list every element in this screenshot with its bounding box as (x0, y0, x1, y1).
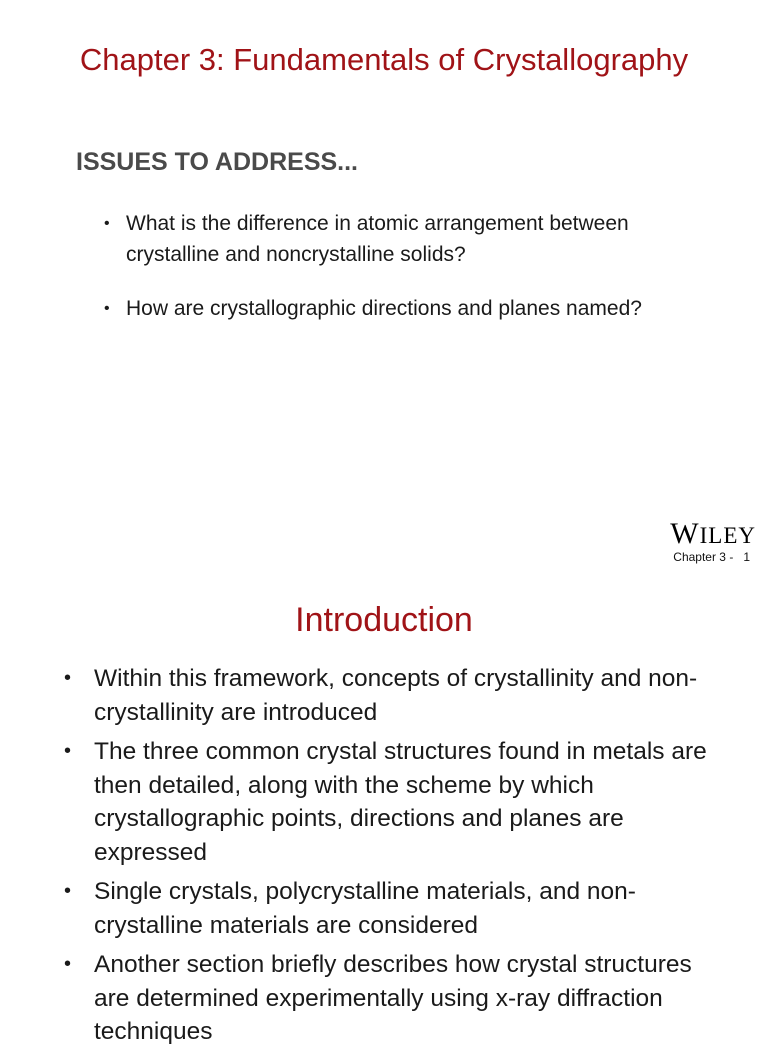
bullet-text: Within this framework, concepts of crystallinity and non-crystallinity are introduced (94, 665, 698, 726)
bullet-icon: • (104, 215, 110, 232)
bullet-icon: • (64, 880, 72, 902)
bullet-icon: • (104, 300, 110, 317)
list-item (104, 208, 704, 270)
bullet-text: Another section briefly describes how crystal structures are determined experimentally using x-ray diffraction techniques (94, 951, 692, 1045)
list-item (64, 662, 724, 729)
list-item (104, 293, 704, 324)
list-item (64, 875, 724, 942)
slide-1-bullet-list (104, 208, 704, 347)
slide-2-title: Introduction (295, 601, 473, 639)
bullet-text: What is the difference in atomic arrangement between crystalline and noncrystalline solids? (126, 212, 629, 266)
bullet-text: How are crystallographic directions and planes named? (126, 297, 642, 320)
bullet-text: The three common crystal structures found in metals are then detailed, along with the scheme by which crystallographic points, directions and planes are expressed (94, 738, 707, 866)
bullet-icon: • (64, 667, 72, 689)
bullet-text: Single crystals, polycrystalline materials, and non-crystalline materials are considered (94, 878, 636, 939)
bullet-icon: • (64, 953, 72, 975)
wiley-logo: WILEY (670, 517, 756, 550)
slide-2 (0, 578, 768, 1045)
bullet-icon: • (64, 740, 72, 762)
slide-1-title: Chapter 3: Fundamentals of Crystallography (79, 42, 689, 77)
slide-2-bullet-list (64, 662, 724, 1055)
list-item (64, 735, 724, 869)
issues-heading: ISSUES TO ADDRESS... (76, 148, 359, 176)
list-item (64, 948, 724, 1049)
page-number: Chapter 3 - 1 (673, 550, 750, 564)
